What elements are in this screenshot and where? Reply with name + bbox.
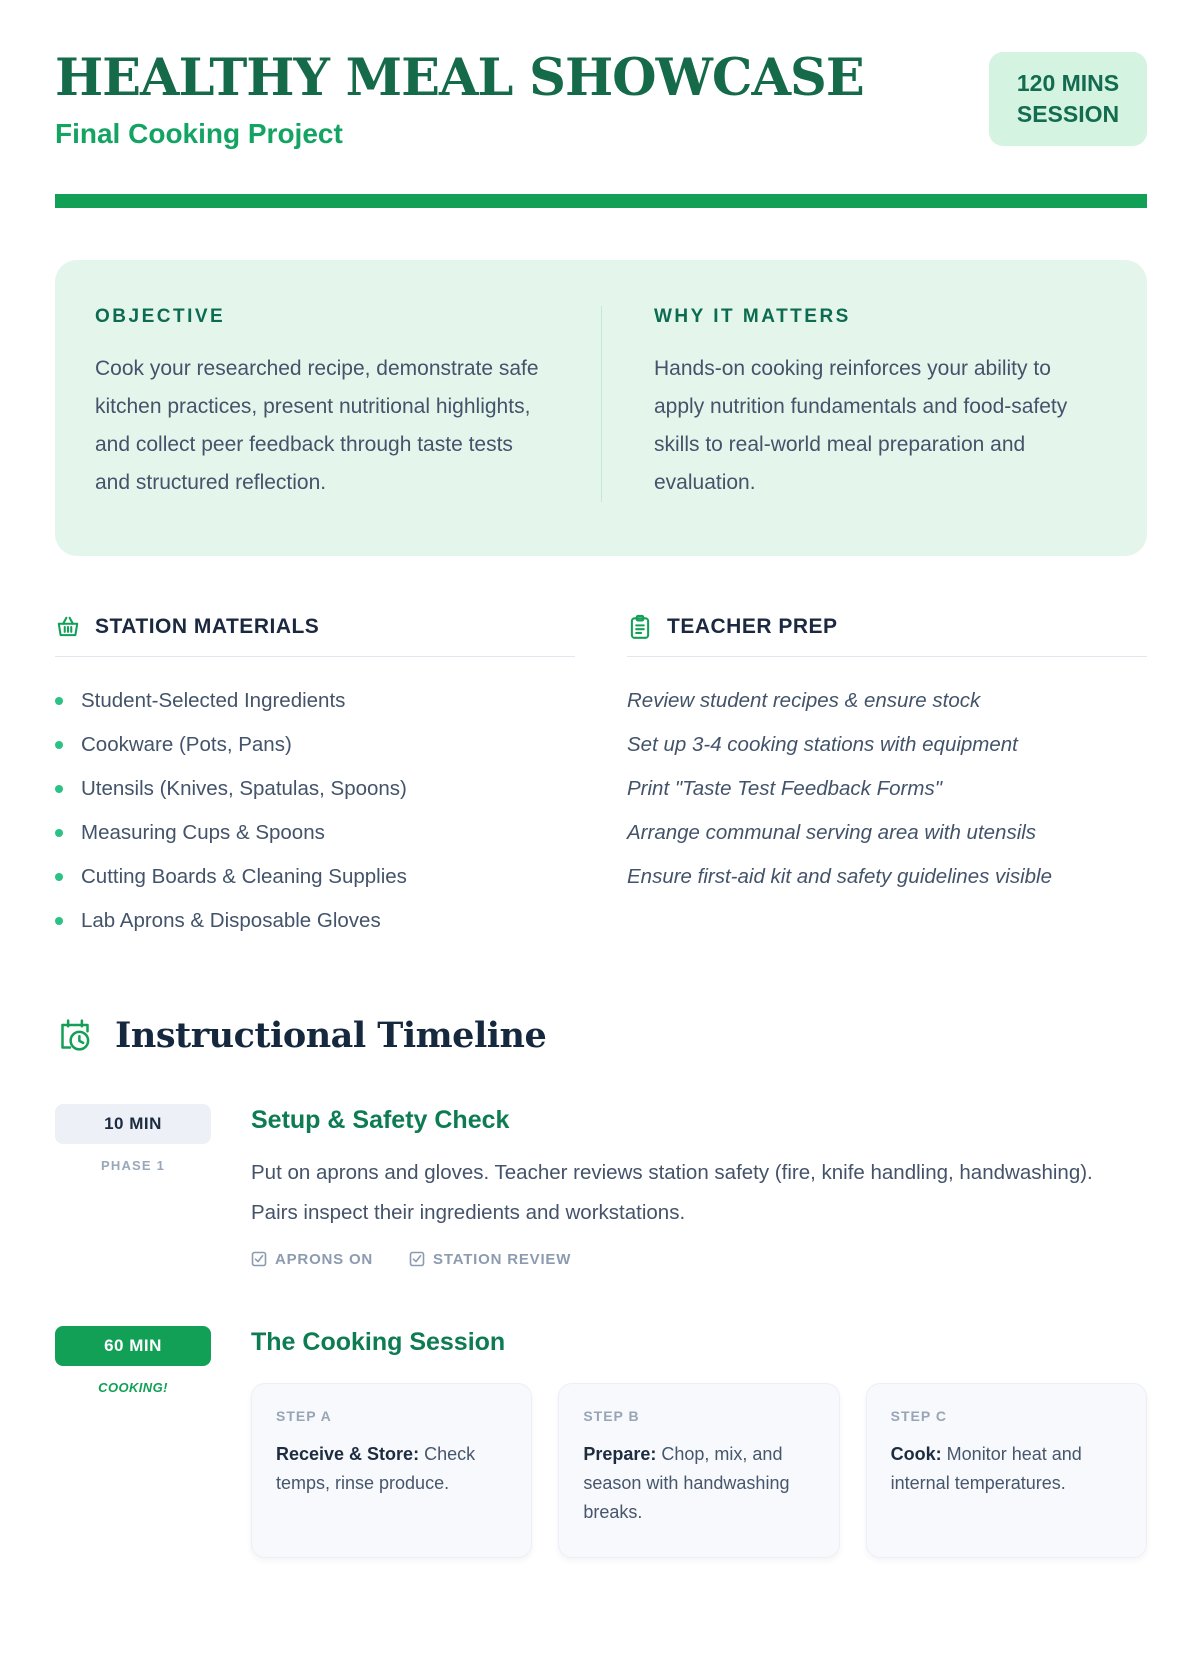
- list-item-label: Student-Selected Ingredients: [81, 688, 346, 712]
- bullet-dot-icon: [55, 873, 63, 881]
- station-materials-column: [55, 614, 575, 943]
- step-body: Chop, mix, and season with handwashing breaks.: [583, 1443, 790, 1522]
- checkbox-checked-icon: [251, 1251, 267, 1267]
- step-text: [891, 1440, 1122, 1498]
- phase-2-meta: [55, 1326, 211, 1558]
- step-label: STEP B: [583, 1407, 640, 1424]
- timeline-phase-1: [55, 1104, 1147, 1268]
- teacher-prep-list: [627, 679, 1147, 899]
- list-item: [55, 811, 575, 855]
- step-text: [583, 1440, 814, 1527]
- objective-heading: OBJECTIVE: [95, 305, 226, 327]
- calendar-clock-icon: [55, 1015, 95, 1055]
- phase-1-content: [251, 1104, 1147, 1268]
- list-item: [55, 855, 575, 899]
- list-item-label: Cutting Boards & Cleaning Supplies: [81, 864, 407, 888]
- list-item: Review student recipes & ensure stock: [627, 688, 981, 712]
- page-title: HEALTHY MEAL SHOWCASE: [55, 48, 864, 108]
- list-item: Ensure first-aid kit and safety guidelines visible: [627, 864, 1053, 888]
- header-divider: [55, 194, 1147, 208]
- instructional-timeline-section: [55, 1015, 1147, 1558]
- phase-2-title: The Cooking Session: [251, 1327, 506, 1356]
- phase-1-description: Put on aprons and gloves. Teacher reviews station safety (fire, knife handling, handwashing). Pairs inspect their ingredients and workstations.: [251, 1160, 1093, 1224]
- badge-line-2: SESSION: [1016, 101, 1120, 128]
- phase-2-tag: COOKING!: [98, 1379, 168, 1395]
- list-item-label: Utensils (Knives, Spatulas, Spoons): [81, 776, 407, 800]
- list-item: Print "Taste Test Feedback Forms": [627, 776, 942, 800]
- list-item-label: Measuring Cups & Spoons: [81, 820, 325, 844]
- badge-line-1: 120 MINS: [1016, 70, 1120, 96]
- basket-icon: [55, 614, 81, 640]
- overview-panel: [55, 260, 1147, 556]
- step-lead: Cook:: [890, 1443, 942, 1464]
- list-item: [55, 723, 575, 767]
- phase-1-title: Setup & Safety Check: [251, 1105, 510, 1134]
- step-body: Monitor heat and internal temperatures.: [890, 1443, 1082, 1493]
- step-text: [276, 1440, 507, 1498]
- timeline-heading: Instructional Timeline: [115, 1014, 547, 1056]
- phase-2-duration-badge: 60 MIN: [55, 1326, 211, 1366]
- why-it-matters-column: [601, 306, 1107, 502]
- list-item: Set up 3-4 cooking stations with equipment: [627, 732, 1018, 756]
- list-item-label: Cookware (Pots, Pans): [81, 732, 292, 756]
- station-materials-heading: STATION MATERIALS: [95, 614, 320, 638]
- teacher-prep-column: [627, 614, 1147, 943]
- step-label: STEP C: [890, 1407, 947, 1424]
- bullet-dot-icon: [55, 829, 63, 837]
- phase-2-content: [251, 1326, 1147, 1558]
- list-item-label: Lab Aprons & Disposable Gloves: [81, 908, 381, 932]
- step-card-b: [558, 1383, 839, 1558]
- step-card-a: [251, 1383, 532, 1558]
- list-item: Arrange communal serving area with utensils: [627, 820, 1037, 844]
- checklist-tag: [409, 1251, 571, 1268]
- step-card-c: [866, 1383, 1147, 1558]
- phase-1-checklist: [251, 1251, 1147, 1268]
- page-subtitle: Final Cooking Project: [55, 117, 343, 149]
- objective-column: [95, 306, 601, 502]
- why-it-matters-heading: WHY IT MATTERS: [654, 305, 851, 327]
- cooking-steps: [251, 1383, 1147, 1558]
- objective-body: Cook your researched recipe, demonstrate safe kitchen practices, present nutritional highlights, and collect peer feedback through taste tests and structured reflection.: [95, 356, 539, 494]
- phase-1-meta: [55, 1104, 211, 1268]
- checklist-tag: [251, 1251, 373, 1268]
- teacher-prep-heading: TEACHER PREP: [667, 614, 838, 638]
- materials-prep-section: [55, 614, 1147, 943]
- timeline-phase-2: [55, 1326, 1147, 1558]
- checklist-tag-label: STATION REVIEW: [433, 1250, 572, 1268]
- step-label: STEP A: [276, 1407, 332, 1424]
- checkbox-checked-icon: [409, 1251, 425, 1267]
- step-body: Check temps, rinse produce.: [276, 1443, 476, 1493]
- phase-1-duration-badge: 10 MIN: [55, 1104, 211, 1144]
- bullet-dot-icon: [55, 785, 63, 793]
- station-materials-list: [55, 679, 575, 943]
- step-lead: Prepare:: [583, 1443, 657, 1464]
- bullet-dot-icon: [55, 741, 63, 749]
- list-item: [55, 767, 575, 811]
- step-lead: Receive & Store:: [276, 1443, 420, 1464]
- checklist-tag-label: APRONS ON: [275, 1250, 374, 1268]
- list-item: [55, 899, 575, 943]
- why-it-matters-body: Hands-on cooking reinforces your ability to apply nutrition fundamentals and food-safety skills to real-world meal preparation and evaluation.: [654, 356, 1068, 494]
- header-titles: [55, 48, 864, 150]
- bullet-dot-icon: [55, 917, 63, 925]
- phase-1-tag: PHASE 1: [100, 1157, 166, 1173]
- session-duration-badge: [989, 52, 1147, 146]
- list-item: [55, 679, 575, 723]
- bullet-dot-icon: [55, 697, 63, 705]
- clipboard-icon: [627, 614, 653, 640]
- header: [55, 48, 1147, 208]
- section-divider: [627, 656, 1147, 657]
- section-divider: [55, 656, 575, 657]
